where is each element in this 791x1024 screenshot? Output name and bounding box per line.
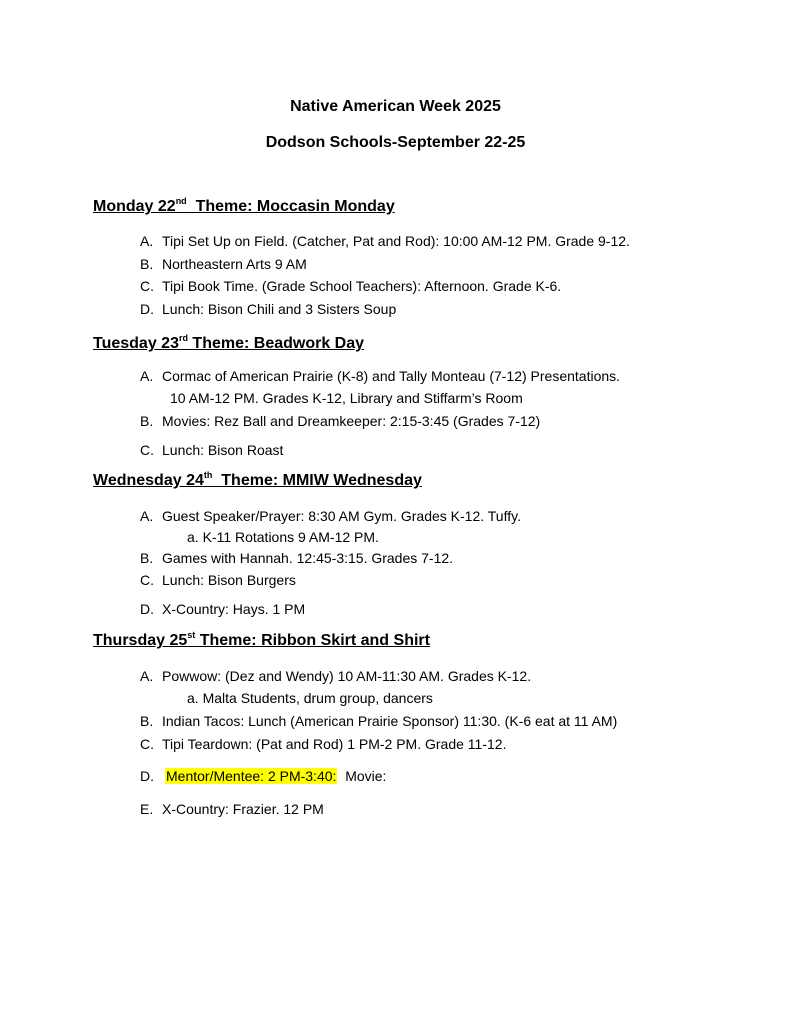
item-continuation: 10 AM-12 PM. Grades K-12, Library and Stiffarm’s Room bbox=[170, 390, 523, 406]
day-suffix: rd bbox=[178, 333, 188, 343]
item-text bbox=[165, 768, 386, 784]
item-letter: D. bbox=[140, 301, 154, 317]
day-label: Tuesday 23 bbox=[93, 335, 179, 352]
day-label: Monday 22 bbox=[93, 198, 176, 215]
day-suffix: nd bbox=[175, 196, 187, 206]
item-letter: C. bbox=[140, 736, 154, 752]
item-text: Tipi Teardown: (Pat and Rod) 1 PM-2 PM. Grade 11-12. bbox=[162, 736, 507, 752]
day-theme: Theme: Moccasin Monday bbox=[195, 198, 395, 215]
day-heading-monday bbox=[93, 198, 395, 216]
item-letter: A. bbox=[140, 668, 154, 684]
sub-list-item: a. K-11 Rotations 9 AM-12 PM. bbox=[187, 529, 379, 545]
page-subtitle: Dodson Schools-September 22-25 bbox=[265, 134, 526, 151]
item-letter: D. bbox=[140, 768, 154, 784]
day-heading-tuesday bbox=[93, 335, 364, 353]
item-letter: A. bbox=[140, 368, 154, 384]
item-text: Lunch: Bison Burgers bbox=[162, 572, 296, 588]
item-text: Powwow: (Dez and Wendy) 10 AM-11:30 AM. Grades K-12. bbox=[162, 668, 532, 684]
item-text: Lunch: Bison Chili and 3 Sisters Soup bbox=[162, 301, 397, 317]
day-suffix: th bbox=[203, 470, 213, 480]
day-label: Thursday 25 bbox=[93, 632, 188, 649]
sub-list-item: a. Malta Students, drum group, dancers bbox=[187, 690, 433, 706]
item-letter: A. bbox=[140, 508, 154, 524]
item-text: Games with Hannah. 12:45-3:15. Grades 7-12. bbox=[162, 550, 454, 566]
item-letter: C. bbox=[140, 442, 154, 458]
item-letter: D. bbox=[140, 601, 154, 617]
item-text: X-Country: Frazier. 12 PM bbox=[162, 801, 324, 817]
item-text: Indian Tacos: Lunch (American Prairie Sponsor) 11:30. (K-6 eat at 11 AM) bbox=[162, 713, 618, 729]
item-letter: C. bbox=[140, 572, 154, 588]
day-theme: Theme: MMIW Wednesday bbox=[221, 472, 422, 489]
item-text: Movies: Rez Ball and Dreamkeeper: 2:15-3:45 (Grades 7-12) bbox=[162, 413, 541, 429]
item-text: Lunch: Bison Roast bbox=[162, 442, 284, 458]
day-theme: Theme: Beadwork Day bbox=[192, 335, 365, 352]
item-letter: B. bbox=[140, 713, 154, 729]
item-text: Guest Speaker/Prayer: 8:30 AM Gym. Grades K-12. Tuffy. bbox=[162, 508, 521, 524]
item-letter: B. bbox=[140, 550, 154, 566]
day-suffix: st bbox=[187, 630, 196, 640]
item-letter: C. bbox=[140, 278, 154, 294]
item-text: X-Country: Hays. 1 PM bbox=[162, 601, 306, 617]
item-letter: B. bbox=[140, 413, 154, 429]
highlighted-text: Mentor/Mentee: 2 PM-3:40: bbox=[166, 768, 337, 784]
item-text: Tipi Set Up on Field. (Catcher, Pat and Rod): 10:00 AM-12 PM. Grade 9-12. bbox=[162, 233, 630, 249]
item-text: Tipi Book Time. (Grade School Teachers): Afternoon. Grade K-6. bbox=[162, 278, 562, 294]
item-letter: B. bbox=[140, 256, 154, 272]
day-label: Wednesday 24 bbox=[93, 472, 204, 489]
day-heading-thursday bbox=[93, 632, 430, 650]
day-theme: Theme: Ribbon Skirt and Shirt bbox=[199, 632, 430, 649]
item-letter: A. bbox=[140, 233, 154, 249]
item-text: Northeastern Arts 9 AM bbox=[162, 256, 307, 272]
item-text: Cormac of American Prairie (K-8) and Tally Monteau (7-12) Presentations. bbox=[162, 368, 621, 384]
day-heading-wednesday bbox=[93, 472, 422, 490]
item-text-tail: Movie: bbox=[345, 768, 387, 784]
item-letter: E. bbox=[140, 801, 154, 817]
page-title: Native American Week 2025 bbox=[290, 98, 501, 115]
